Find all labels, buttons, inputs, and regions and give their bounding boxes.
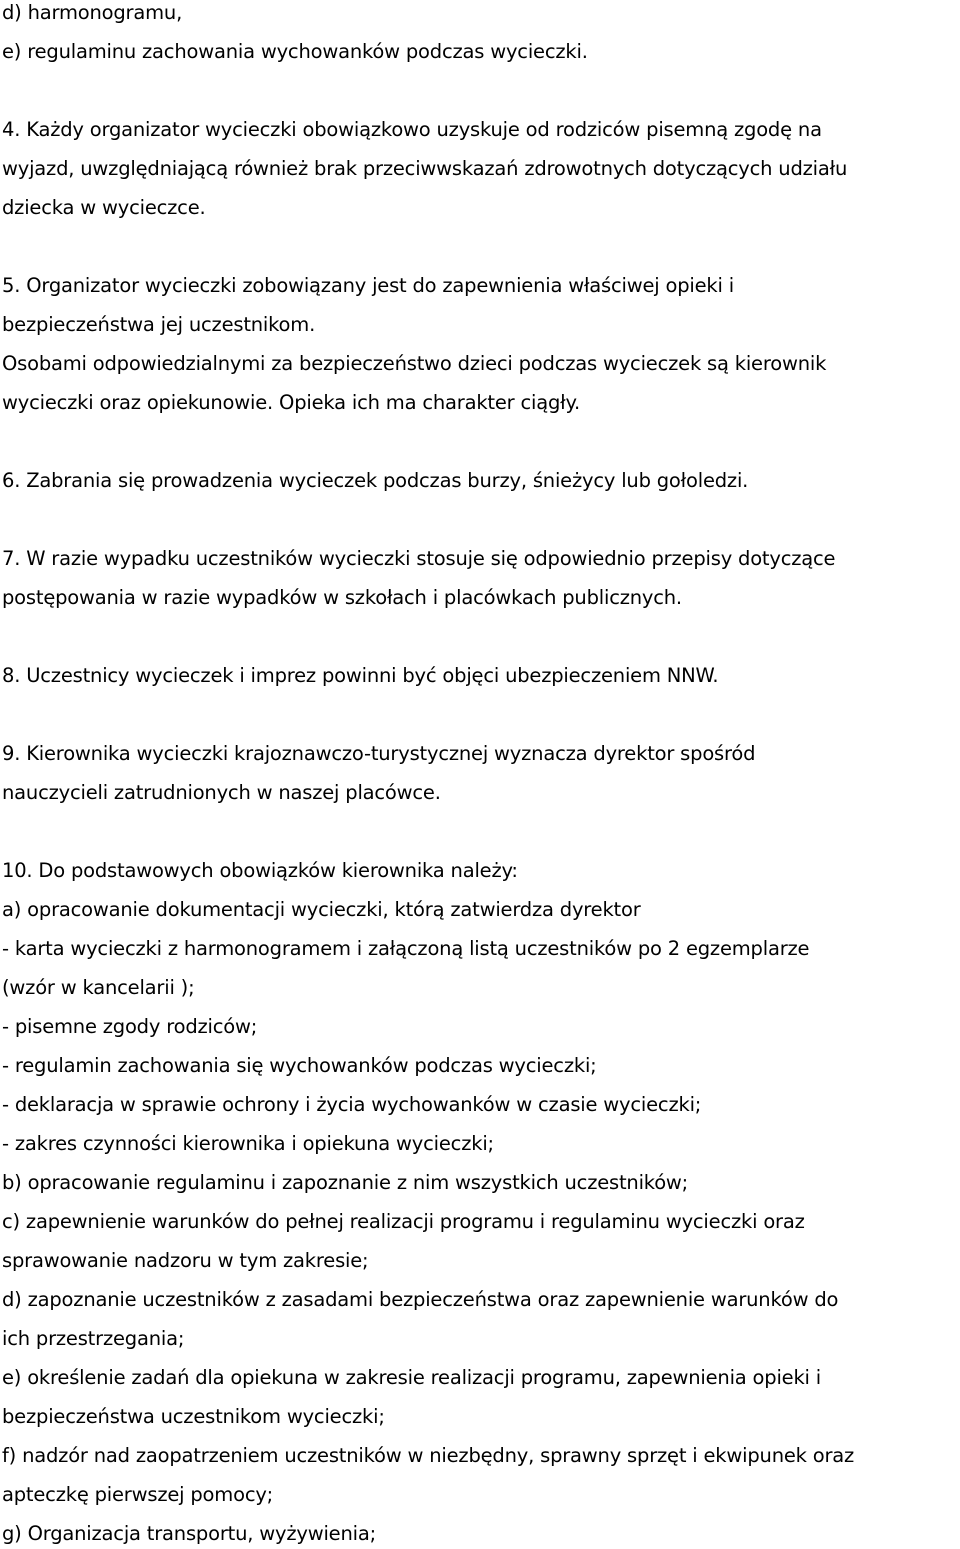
text-line-item-c: c) zapewnienie warunków do pełnej realizacji programu i regulaminu wycieczki oraz xyxy=(2,1210,805,1233)
text-line-item-a: a) opracowanie dokumentacji wycieczki, którą zatwierdza dyrektor xyxy=(2,898,641,921)
text-line-item-e-cont: bezpieczeństwa uczestnikom wycieczki; xyxy=(2,1405,385,1428)
text-line-point-5: 5. Organizator wycieczki zobowiązany jest do zapewnienia właściwej opieki i xyxy=(2,274,734,297)
text-line-point-9-cont: nauczycieli zatrudnionych w naszej placówce. xyxy=(2,781,441,804)
text-line-dash-item: - deklaracja w sprawie ochrony i życia wychowanków w czasie wycieczki; xyxy=(2,1093,702,1116)
text-line-item-g: g) Organizacja transportu, wyżywienia; xyxy=(2,1522,376,1545)
text-line-item-f: f) nadzór nad zaopatrzeniem uczestników w niezbędny, sprawny sprzęt i ekwipunek oraz xyxy=(2,1444,855,1467)
text-line-point-10: 10. Do podstawowych obowiązków kierownika należy: xyxy=(2,859,518,882)
text-line-dash-item-cont: (wzór w kancelarii ); xyxy=(2,976,195,999)
text-line-dash-item: - pisemne zgody rodziców; xyxy=(2,1015,258,1038)
text-line-point-6: 6. Zabrania się prowadzenia wycieczek podczas burzy, śnieżycy lub gołoledzi. xyxy=(2,469,749,492)
text-line-item-c-cont: sprawowanie nadzoru w tym zakresie; xyxy=(2,1249,369,1272)
text-line-point-9: 9. Kierownika wycieczki krajoznawczo-turystycznej wyznacza dyrektor spośród xyxy=(2,742,756,765)
text-line-item-b: b) opracowanie regulaminu i zapoznanie z nim wszystkich uczestników; xyxy=(2,1171,689,1194)
text-line-dash-item: - regulamin zachowania się wychowanków podczas wycieczki; xyxy=(2,1054,597,1077)
text-line-item-d: d) zapoznanie uczestników z zasadami bezpieczeństwa oraz zapewnienie warunków do xyxy=(2,1288,839,1311)
text-line-point-5-cont: Osobami odpowiedzialnymi za bezpieczeństwo dzieci podczas wycieczek są kierownik xyxy=(2,352,827,375)
text-line-item-d-harmonogram: d) harmonogramu, xyxy=(2,1,183,24)
text-line-point-5-cont: wycieczki oraz opiekunowie. Opieka ich ma charakter ciągły. xyxy=(2,391,581,414)
text-line-item-e-regulamin: e) regulaminu zachowania wychowanków podczas wycieczki. xyxy=(2,40,588,63)
text-line-dash-item: - zakres czynności kierownika i opiekuna wycieczki; xyxy=(2,1132,494,1155)
text-line-item-d-cont: ich przestrzegania; xyxy=(2,1327,185,1350)
text-line-point-7-cont: postępowania w razie wypadków w szkołach i placówkach publicznych. xyxy=(2,586,682,609)
text-line-point-5-cont: bezpieczeństwa jej uczestnikom. xyxy=(2,313,316,336)
text-line-point-4-cont: dziecka w wycieczce. xyxy=(2,196,206,219)
text-line-point-4: 4. Każdy organizator wycieczki obowiązkowo uzyskuje od rodziców pisemną zgodę na xyxy=(2,118,822,141)
text-line-item-e: e) określenie zadań dla opiekuna w zakresie realizacji programu, zapewnienia opieki i xyxy=(2,1366,821,1389)
text-line-point-4-cont: wyjazd, uwzględniającą również brak przeciwwskazań zdrowotnych dotyczących udziału xyxy=(2,157,848,180)
text-line-point-7: 7. W razie wypadku uczestników wycieczki stosuje się odpowiednio przepisy dotyczące xyxy=(2,547,836,570)
text-line-point-8: 8. Uczestnicy wycieczek i imprez powinni być objęci ubezpieczeniem NNW. xyxy=(2,664,719,687)
text-line-dash-item: - karta wycieczki z harmonogramem i załączoną listą uczestników po 2 egzemplarze xyxy=(2,937,810,960)
text-line-item-f-cont: apteczkę pierwszej pomocy; xyxy=(2,1483,274,1506)
